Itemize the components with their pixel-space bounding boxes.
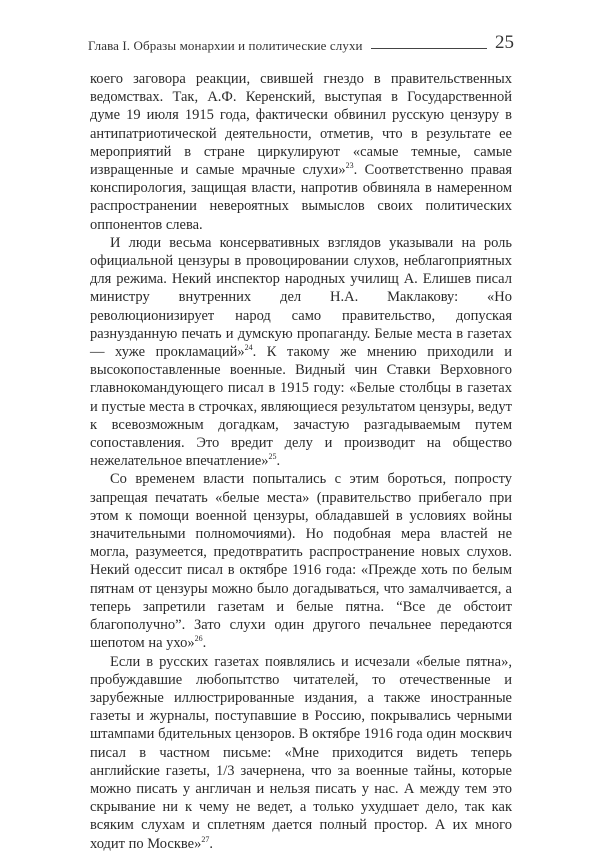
paragraph-text: . Соответственно правая конспирология, защищая власти, напротив обвиняла в намеренном распространении невероятных вымыслов своих политических оппонентов слева. <box>90 162 512 233</box>
header-rule <box>371 48 487 49</box>
footnote-ref: 23 <box>345 161 354 171</box>
paragraph-4 <box>90 653 512 853</box>
paragraph-text: . <box>276 453 281 470</box>
footnote-ref: 27 <box>201 834 210 844</box>
paragraph-text: Со временем власти попытались с этим бороться, попросту запрещая печатать «белые места» (правительство прибегало при этом к помощи военной цензуры, обладавшей в условиях войны значительными полномочиями). Но подобная мера властей не могла, разумеется, предотвратить распространение новых слухов. Некий одессит писал в октябре 1916 года: «Прежде хоть по белым пятнам от цензуры можно было догадываться, что замалчивается, а теперь запретили газетам и белые пятна. “Все де обстоит благополучно”. Зато слухи один другого печальнее передаются шепотом на ухо» <box>90 471 512 652</box>
chapter-title: Глава I. Образы монархии и политические слухи <box>88 38 363 53</box>
paragraph-text: коего заговора реакции, свившей гнездо в правительственных ведомствах. Так, А.Ф. Керенский, выступая в Государственной думе 19 июля 1915 года, фактически обвинил русскую цензуру в антипатриотической деятельности, отметив, что в результате ее мероприятий в стране циркулируют «самые темные, самые извращенные и самые мрачные слухи» <box>90 71 512 179</box>
page-number: 25 <box>495 32 514 53</box>
paragraph-1 <box>90 70 512 234</box>
paragraph-3 <box>90 470 512 652</box>
paragraph-text: . К такому же мнению приходили и высокопоставленные военные. Видный чин Ставки Верховного главнокомандующего писал в 1915 году: «Белые столбцы в газетах и пустые места в строчках, являющиеся результатом цензуры, ведут к всевозможным догадкам, зачастую разгадываемым путем сопоставления. Это вредит делу и производит на общество нежелательное впечатление» <box>90 344 512 470</box>
footnote-ref: 26 <box>194 634 203 644</box>
paragraph-2 <box>90 234 512 471</box>
running-header <box>88 30 514 52</box>
paragraph-text: . <box>202 635 207 652</box>
paragraph-text: . <box>209 835 213 852</box>
paragraph-text: И люди весьма консервативных взглядов указывали на роль официальной цензуры в провоцировании слухов, неблагоприятных для режима. Некий инспектор народных училищ А. Елишев писал министру внутренних дел Н.А. Маклакову: «Но революционизирует народ само правительство, допуская разнузданную печать и думскую пропаганду. Белые места в газетах — хуже прокламаций» <box>90 234 512 361</box>
footnote-ref: 24 <box>244 343 253 353</box>
body-text <box>90 70 512 853</box>
paragraph-text: Если в русских газетах появлялись и исчезали «белые пятна», пробуждавшие любопытство читателей, то отечественные и зарубежные иллюстрированные издания, а также иностранные газеты и журналы, поступавшие в Россию, покрывались черными штампами бдительных цензоров. В октябре 1916 года один москвич писал в частном письме: «Мне приходится видеть теперь английские газеты, 1/3 зачернена, что за военные тайны, которые можно писать у англичан и нельзя писать у нас. А между тем это скрывание ни к чему не ведет, а только ухудшает дело, так как всяким слухам и сплетням дается полный простор. А их много ходит по Москве» <box>90 653 512 852</box>
footnote-ref: 25 <box>268 452 277 462</box>
